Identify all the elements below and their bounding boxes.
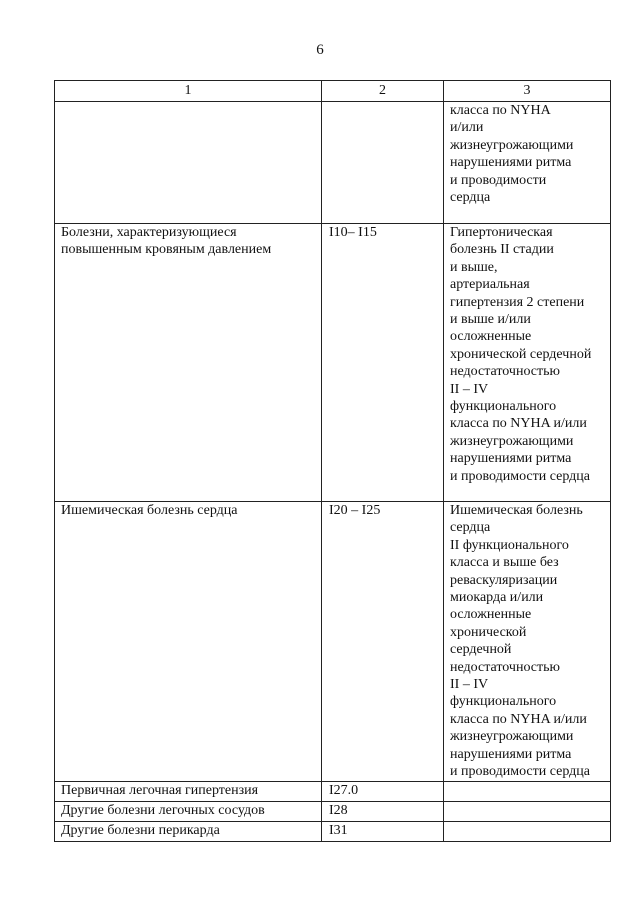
table-row (55, 502, 611, 782)
code-cell (322, 801, 444, 821)
disease-name: Болезни, характеризующиеся повышенным кровяным давлением (61, 225, 272, 258)
code-cell (322, 102, 444, 224)
icd-code: I31 (329, 822, 348, 838)
condition-cell (444, 102, 611, 224)
disease-name: Ишемическая болезнь сердца (61, 503, 238, 518)
column-header-2: 2 (322, 81, 444, 102)
disease-cell (55, 801, 322, 821)
code-cell (322, 502, 444, 782)
disease-cell (55, 821, 322, 841)
disease-name: Другие болезни легочных сосудов (61, 802, 265, 818)
condition-cell (444, 224, 611, 502)
icd-code: I10– I15 (329, 225, 377, 240)
table-row (55, 781, 611, 801)
disease-cell (55, 502, 322, 782)
table-row (55, 801, 611, 821)
condition-text: класса по NYHA и/или жизнеугрожающими нарушениями ритма и проводимости сердца (450, 103, 574, 206)
table-row (55, 102, 611, 224)
code-cell (322, 821, 444, 841)
disease-table (54, 80, 611, 842)
table-row (55, 224, 611, 502)
code-cell (322, 224, 444, 502)
condition-cell (444, 821, 611, 841)
disease-cell (55, 224, 322, 502)
icd-code: I27.0 (329, 782, 359, 798)
column-header-1: 1 (55, 81, 322, 102)
table-header-row (55, 81, 611, 102)
condition-cell (444, 781, 611, 801)
disease-cell (55, 102, 322, 224)
condition-text: Гипертоническая болезнь II стадии и выше, артериальная гипертензия 2 степени и выше и/или осложненные хронической сердечной недостаточностью II – IV функционального класса по NYHA и/или жизнеугрожающими нарушениями ритма и проводимости сердца (450, 225, 592, 484)
disease-name: Первичная легочная гипертензия (61, 782, 259, 798)
disease-cell (55, 781, 322, 801)
condition-text: Ишемическая болезнь сердца II функционального класса и выше без реваскуляризации миокарда и/или осложненные хронической сердечной недостаточностью II – IV функционального класса по NYHA и/или жизнеугрожающими нарушениями ритма и проводимости сердца (450, 503, 590, 780)
page-number: 6 (316, 42, 324, 58)
icd-code: I28 (329, 802, 348, 818)
code-cell (322, 781, 444, 801)
table-row (55, 821, 611, 841)
column-header-3: 3 (444, 81, 611, 102)
disease-name: Другие болезни перикарда (61, 822, 220, 838)
icd-code: I20 – I25 (329, 503, 381, 518)
condition-cell (444, 502, 611, 782)
condition-cell (444, 801, 611, 821)
